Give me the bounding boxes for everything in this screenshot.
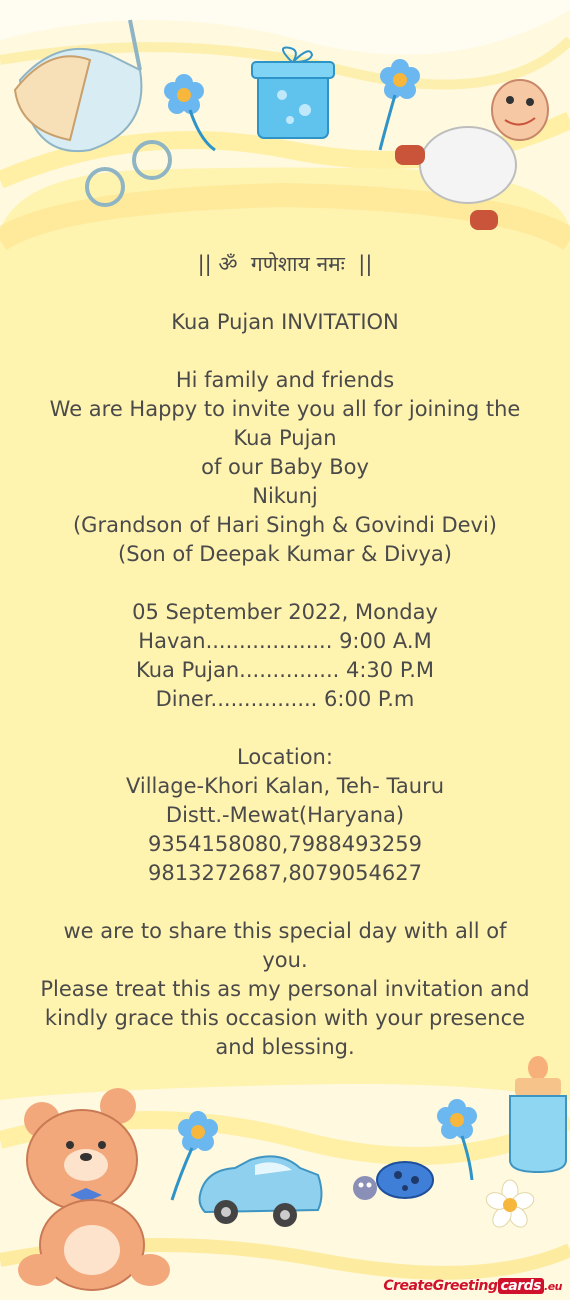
closing-line: Please treat this as my personal invitation and kindly grace this occasion with your presence and blessing. [40,977,537,1059]
location-label: Location: [237,745,333,769]
invite-line: of our Baby Boy [201,455,369,479]
location-address: Village-Khori Kalan, Teh- Tauru [125,774,445,798]
invitation-text [0,250,570,1062]
greeting: Hi family and friends [175,368,395,392]
brand-logo [383,1278,562,1294]
schedule-dinner: Diner................ 6:00 P.m [155,687,415,711]
closing-line: we are to share this special day with all of you. [63,919,514,972]
phone-numbers: 9354158080,7988493259 [148,832,422,856]
parents: (Son of Deepak Kumar & Divya) [118,542,452,566]
baby-name: Nikunj [252,484,318,508]
event-date: 05 September 2022, Monday [132,600,438,624]
ladybug-icon [353,1162,433,1200]
brand-name-part1: CreateGreeting [383,1278,498,1294]
invitation-title: Kua Pujan INVITATION [171,310,399,334]
brand-name-part2: cards [498,1278,545,1294]
phone-numbers: 9813272687,8079054627 [148,861,422,885]
schedule-kua-pujan: Kua Pujan............... 4:30 P.M [135,658,435,682]
schedule-havan: Havan................... 9:00 A.M [138,629,432,653]
gift-box-icon [252,48,334,138]
ganesh-mantra: || ॐ गणेशाय नमः || [197,252,373,276]
invite-line: We are Happy to invite you all for joining the Kua Pujan [49,397,528,450]
brand-suffix: .eu [544,1280,562,1293]
toy-car-icon [200,1156,322,1227]
daisy-icon [484,1180,536,1231]
location-district: Distt.-Mewat(Haryana) [165,803,405,827]
grandparents: (Grandson of Hari Singh & Govindi Devi) [72,513,498,537]
